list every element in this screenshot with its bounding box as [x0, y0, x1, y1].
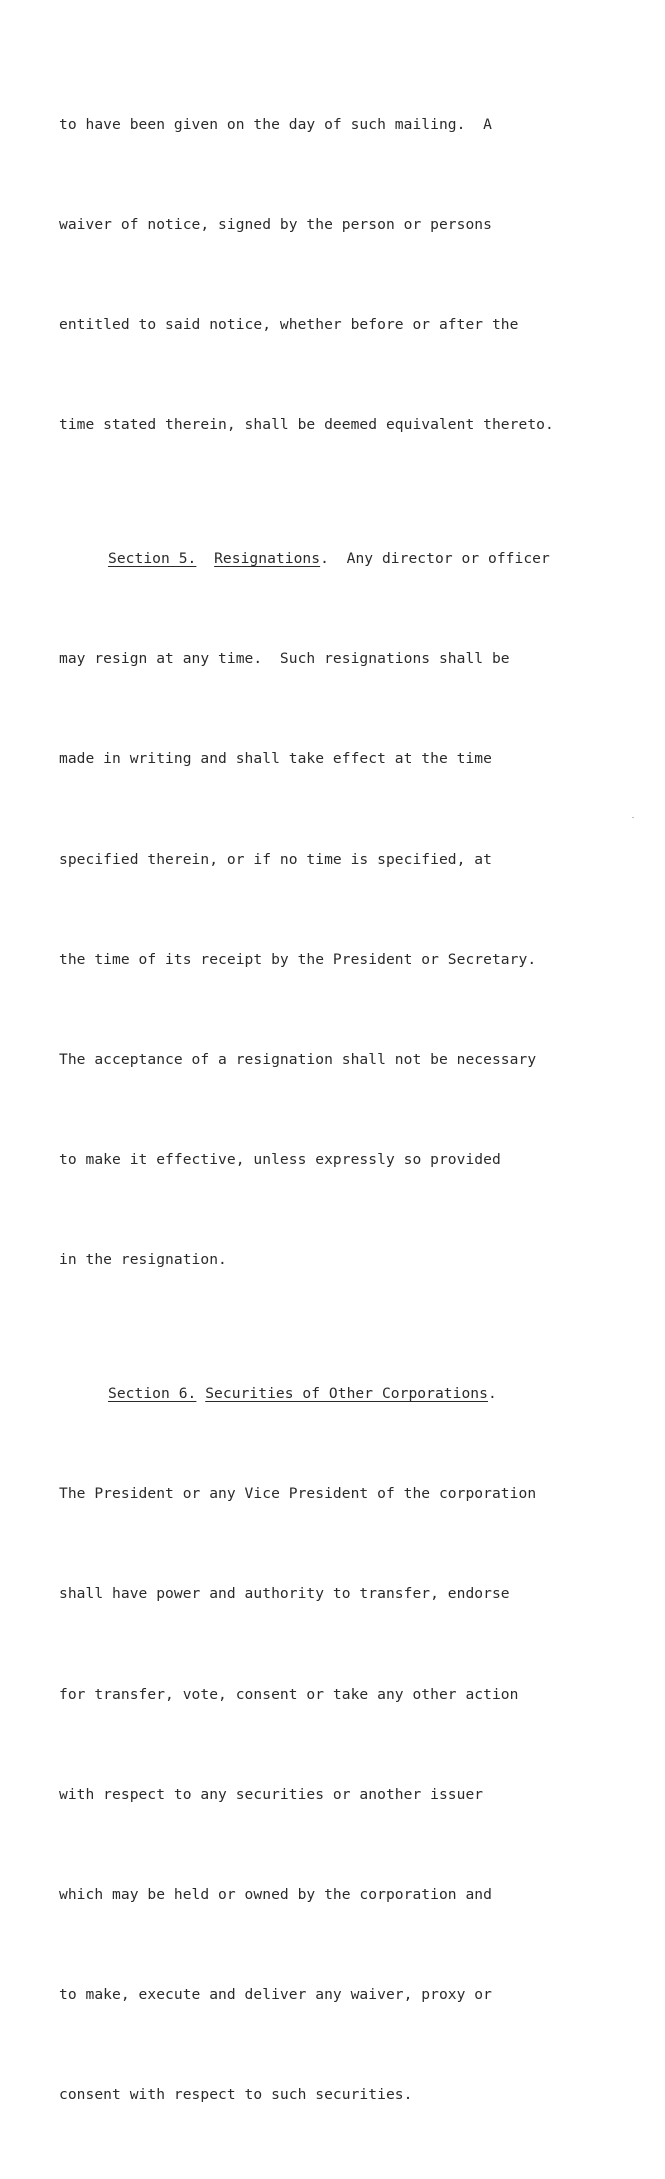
text-line: consent with respect to such securities.: [59, 2086, 413, 2104]
section-6-heading-line: [59, 1377, 639, 1410]
text-line: shall have power and authority to transfer, endorse: [59, 1585, 510, 1603]
text-line: may resign at any time. Such resignations shall be: [59, 650, 510, 668]
body-text: [59, 41, 639, 2179]
text-line: made in writing and shall take effect at the time: [59, 750, 492, 768]
section-5-label: Section 5.: [108, 550, 197, 568]
text-line: entitled to said notice, whether before or after the: [59, 316, 519, 334]
text-line: the time of its receipt by the President or Secretary.: [59, 950, 537, 968]
section-5-heading-line: [59, 542, 639, 575]
text-line: in the resignation.: [59, 1251, 227, 1269]
text-line: waiver of notice, signed by the person or persons: [59, 216, 492, 234]
section-6-title: Securities of Other Corporations: [205, 1385, 488, 1403]
section-6-label: Section 6.: [108, 1385, 197, 1403]
section-6-heading-rest: .: [487, 1385, 497, 1403]
text-line: to make, execute and deliver any waiver, proxy or: [59, 1986, 492, 2004]
scan-speck: [632, 817, 634, 818]
section-5-title: Resignations: [214, 550, 321, 568]
section-5-heading-rest: . Any director or officer: [320, 550, 550, 568]
text-line: time stated therein, shall be deemed equivalent thereto.: [59, 416, 554, 434]
text-line: The acceptance of a resignation shall not be necessary: [59, 1051, 537, 1069]
text-line: for transfer, vote, consent or take any other action: [59, 1685, 519, 1703]
text-line: to make it effective, unless expressly so provided: [59, 1151, 501, 1169]
text-line: to have been given on the day of such mailing. A: [59, 115, 492, 133]
text-line: specified therein, or if no time is specified, at: [59, 850, 492, 868]
text-line: The President or any Vice President of the corporation: [59, 1485, 537, 1503]
text-line: which may be held or owned by the corporation and: [59, 1886, 492, 1904]
text-line: with respect to any securities or another issuer: [59, 1785, 484, 1803]
